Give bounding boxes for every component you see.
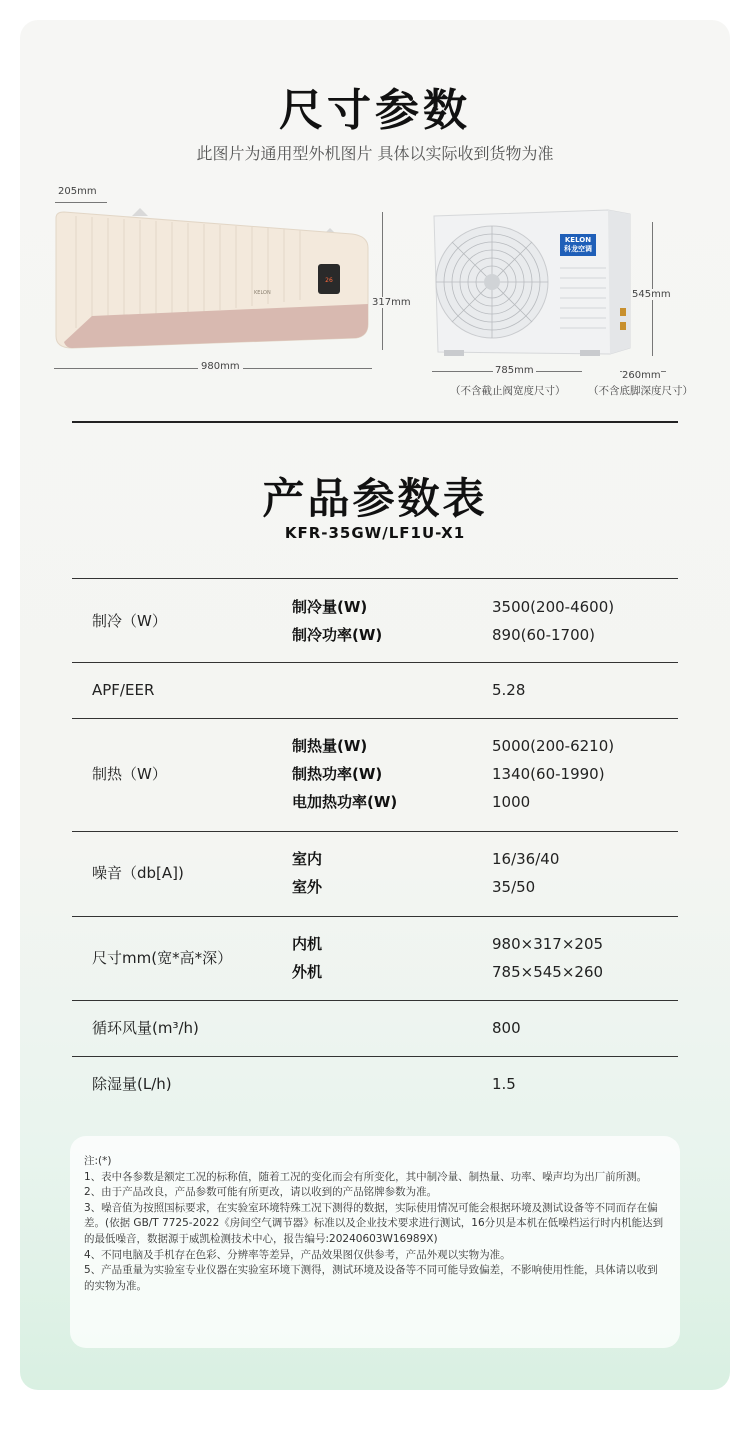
table-row xyxy=(72,578,678,663)
outdoor-depth-label: 260mm xyxy=(622,370,661,381)
row-item-name: 制热量(W) xyxy=(292,737,368,755)
row-item-value: 1.5 xyxy=(492,1075,516,1093)
row-item-value: 980×317×205 xyxy=(492,935,604,953)
row-item-value: 5000(200-6210) xyxy=(492,737,615,755)
row-label: 制冷（W） xyxy=(92,612,167,630)
indoor-depth-line xyxy=(55,202,107,203)
row-item-name: 内机 xyxy=(292,935,323,953)
indoor-height-line xyxy=(382,212,383,350)
table-row xyxy=(72,1001,678,1057)
outdoor-unit-image xyxy=(430,208,640,358)
note-line: 1、表中各参数是额定工况的标称值，随着工况的变化而会有所变化，其中制冷量、制热量、功率、噪声均为出厂前所测。 xyxy=(84,1170,648,1183)
spec-table-title: 产品参数表 xyxy=(262,474,488,523)
table-row xyxy=(72,719,678,832)
table-row xyxy=(72,917,678,1001)
row-item-value: 35/50 xyxy=(492,878,536,896)
row-item-name: 制冷量(W) xyxy=(292,598,368,616)
note-line: 2、由于产品改良，产品参数可能有所更改，请以收到的产品铭牌参数为准。 xyxy=(84,1186,438,1199)
indoor-unit-image xyxy=(52,208,372,356)
indoor-width-label: 980mm xyxy=(198,361,243,372)
outdoor-brand-badge xyxy=(560,236,596,254)
row-item-value: 1000 xyxy=(492,793,531,811)
row-label: 制热（W） xyxy=(92,765,167,783)
note-line: 3、噪音值为按照国标要求，在实验室环境特殊工况下测得的数据，实际使用情况可能会根据环境及测试设备等不同而存在偏差。(依据 GB/T 7725-2022《房间空气调节器》标准以及企业技术要求进行测试，16分贝是本机在低噪档运行时内机能达到的最低噪音，数据源于威凯检测技术中心，报告编号:20240603W16989X) xyxy=(84,1201,664,1245)
row-item-value: 785×545×260 xyxy=(492,963,604,981)
row-label: APF/EER xyxy=(92,681,155,699)
outdoor-width-label: 785mm xyxy=(495,365,534,376)
row-item-value: 800 xyxy=(492,1019,521,1037)
dimension-title: 尺寸参数 xyxy=(279,85,471,136)
table-row xyxy=(72,832,678,917)
note-line: 注:(*) xyxy=(84,1155,112,1167)
row-item-value: 5.28 xyxy=(492,681,526,699)
row-item-name: 室内 xyxy=(292,850,323,868)
section-divider xyxy=(72,421,678,423)
row-label: 除湿量(L/h) xyxy=(92,1075,172,1093)
table-row xyxy=(72,663,678,719)
row-item-value: 890(60-1700) xyxy=(492,626,596,644)
row-item-name: 外机 xyxy=(292,963,323,981)
row-item-name: 制热功率(W) xyxy=(292,765,383,783)
indoor-depth-label: 205mm xyxy=(58,186,97,197)
row-label: 循环风量(m³/h) xyxy=(92,1019,199,1037)
spec-table xyxy=(72,578,678,1113)
table-row xyxy=(72,1057,678,1113)
row-item-value: 16/36/40 xyxy=(492,850,560,868)
row-item-name: 制冷功率(W) xyxy=(292,626,383,644)
outdoor-width-note: （不含截止阀宽度尺寸） xyxy=(450,385,566,397)
row-label: 噪音（db[A]) xyxy=(92,864,184,882)
notes-panel xyxy=(70,1136,680,1348)
note-line: 5、产品重量为实验室专业仪器在实验室环境下测得，测试环境及设备等不同可能导致偏差，不影响使用性能，具体请以收到的实物为准。 xyxy=(84,1264,658,1292)
row-item-value: 3500(200-4600) xyxy=(492,598,615,616)
outdoor-brand-en: KELON xyxy=(564,236,592,244)
indoor-brand-mark: KELON xyxy=(254,290,271,296)
outdoor-height-label: 545mm xyxy=(632,289,671,300)
row-item-name: 室外 xyxy=(292,878,323,896)
outdoor-brand-cn: 科龙空调 xyxy=(564,245,592,253)
row-label: 尺寸mm(宽*高*深） xyxy=(92,949,233,967)
dimension-subtitle: 此图片为通用型外机图片 具体以实际收到货物为准 xyxy=(196,144,554,163)
outdoor-depth-note: （不含底脚深度尺寸） xyxy=(588,385,693,397)
svg-text:26: 26 xyxy=(325,277,333,284)
row-item-value: 1340(60-1990) xyxy=(492,765,605,783)
note-line: 4、不同电脑及手机存在色彩、分辨率等差异，产品效果图仅供参考，产品外观以实物为准。 xyxy=(84,1248,511,1261)
indoor-height-label: 317mm xyxy=(372,297,411,308)
model-number: KFR-35GW/LF1U-X1 xyxy=(284,524,466,542)
row-item-name: 电加热功率(W) xyxy=(292,793,398,811)
